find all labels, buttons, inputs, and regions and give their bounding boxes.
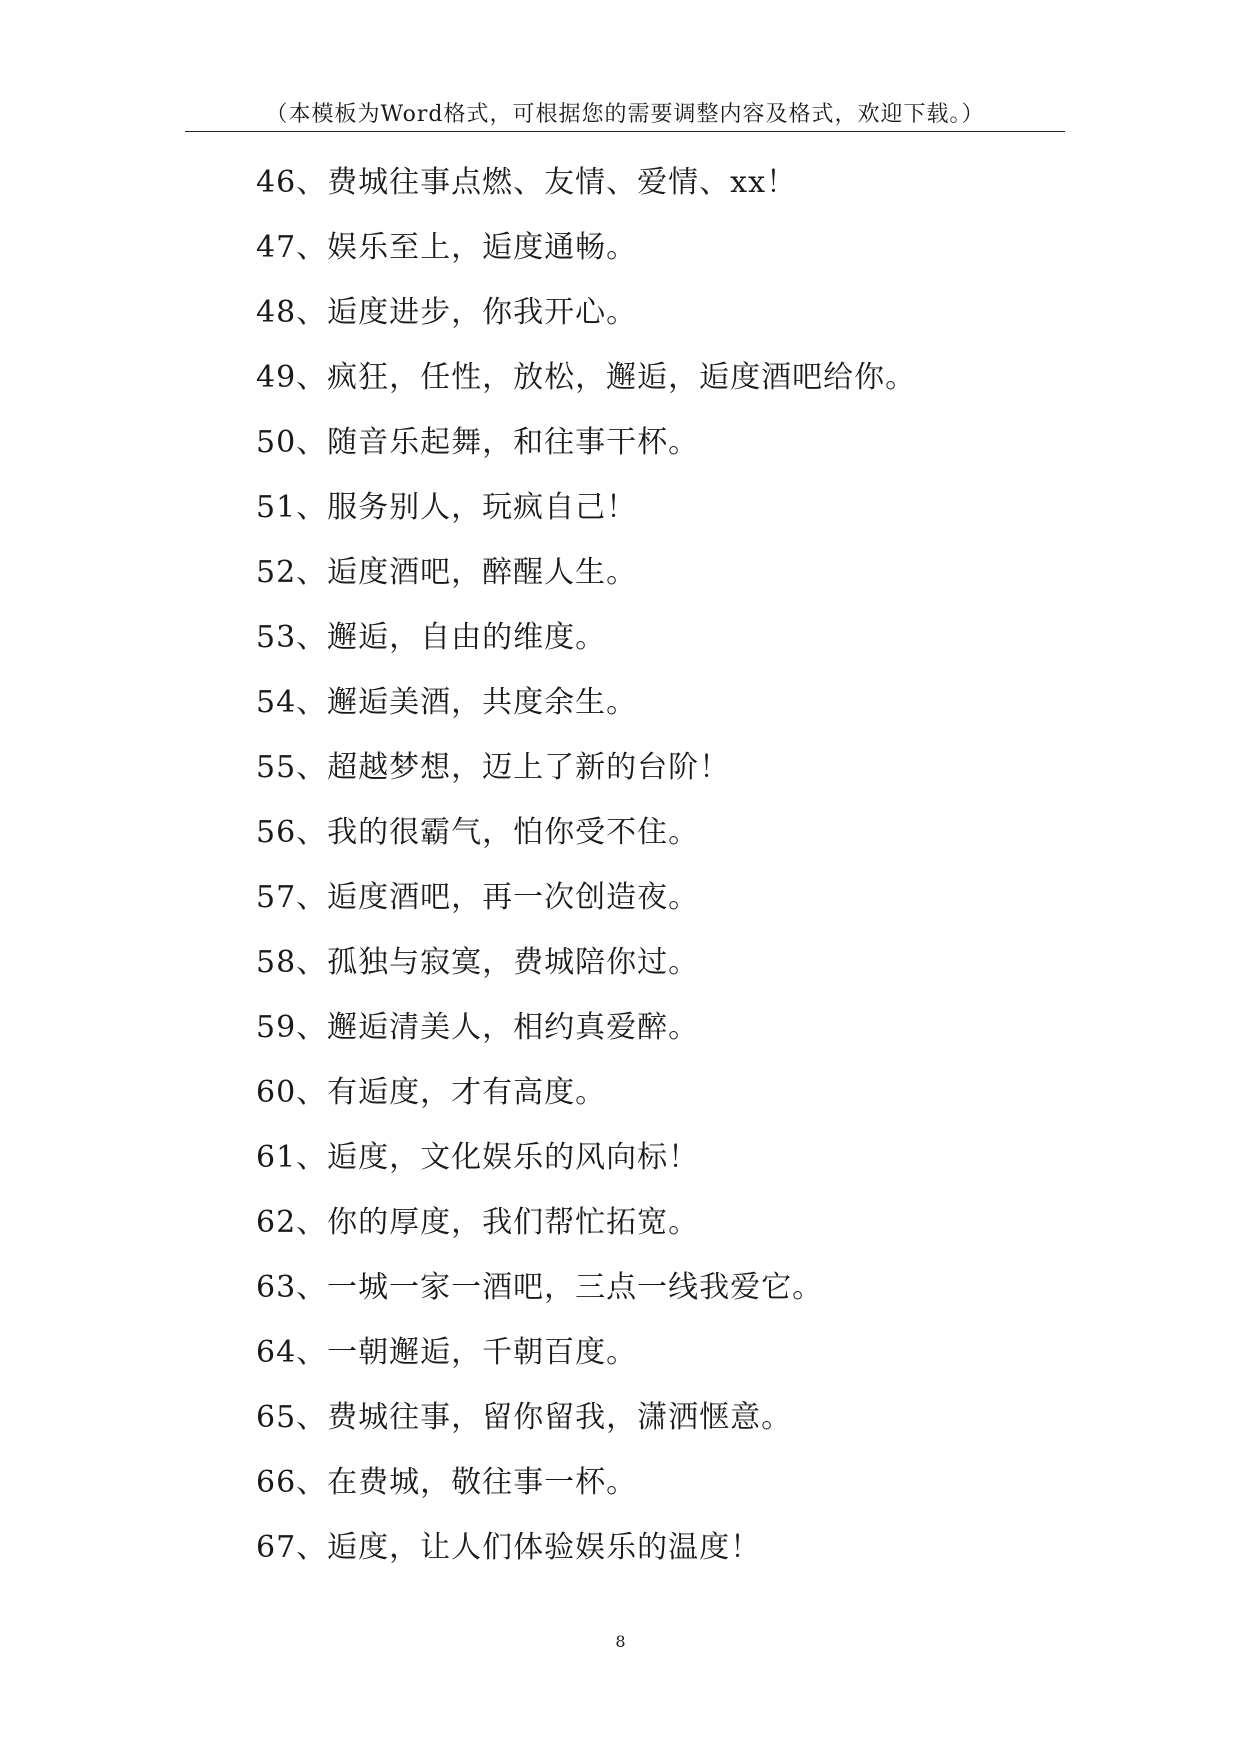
- list-item: 64、一朝邂逅，千朝百度。: [256, 1335, 638, 1370]
- list-item: 50、随音乐起舞，和往事干杯。: [256, 425, 700, 460]
- list-item: 61、逅度，文化娱乐的风向标！: [256, 1140, 700, 1175]
- list-item: 46、费城往事点燃、友情、爱情、xx！: [256, 165, 798, 200]
- list-item: 47、娱乐至上，逅度通畅。: [256, 230, 638, 265]
- list-item: 67、逅度，让人们体验娱乐的温度！: [256, 1530, 762, 1565]
- slogan-list: [256, 158, 916, 1588]
- list-item: 58、孤独与寂寞，费城陪你过。: [256, 945, 700, 980]
- list-item: 53、邂逅，自由的维度。: [256, 620, 607, 655]
- list-item: 52、逅度酒吧，醉醒人生。: [256, 555, 638, 590]
- list-item: 57、逅度酒吧，再一次创造夜。: [256, 880, 700, 915]
- list-item: 59、邂逅清美人，相约真爱醉。: [256, 1010, 700, 1045]
- list-item: 60、有逅度，才有高度。: [256, 1075, 607, 1110]
- list-item: 49、疯狂，任性，放松，邂逅，逅度酒吧给你。: [256, 360, 917, 395]
- list-item: 56、我的很霸气，怕你受不住。: [256, 815, 700, 850]
- list-item: 55、超越梦想，迈上了新的台阶！: [256, 750, 731, 785]
- page-number: 8: [615, 1632, 626, 1651]
- list-item: 48、逅度进步，你我开心。: [256, 295, 638, 330]
- list-item: 66、在费城，敬往事一杯。: [256, 1465, 638, 1500]
- list-item: 63、一城一家一酒吧，三点一线我爱它。: [256, 1270, 824, 1305]
- header-divider: [185, 131, 1065, 132]
- list-item: 65、费城往事，留你留我，潇洒惬意。: [256, 1400, 793, 1435]
- list-item: 51、服务别人，玩疯自己！: [256, 490, 638, 525]
- list-item: 62、你的厚度，我们帮忙拓宽。: [256, 1205, 700, 1240]
- list-item: 54、邂逅美酒，共度余生。: [256, 685, 638, 720]
- template-note: （本模板为Word格式，可根据您的需要调整内容及格式，欢迎下载。）: [265, 102, 985, 127]
